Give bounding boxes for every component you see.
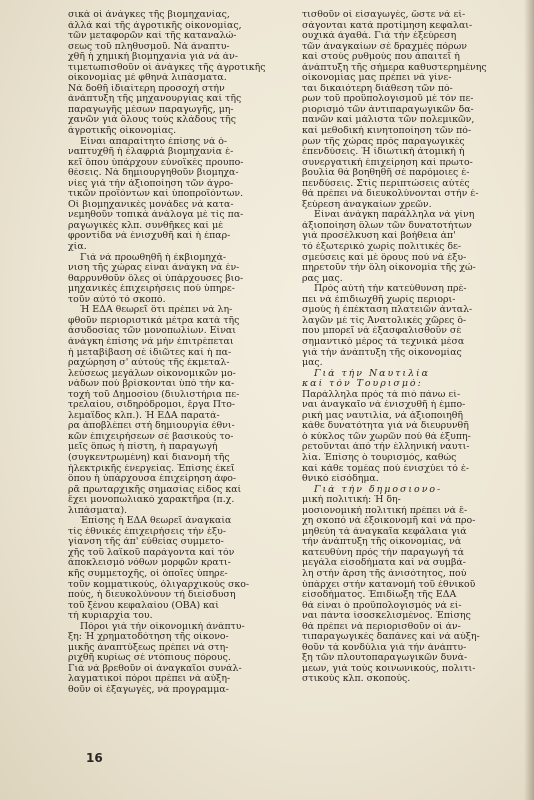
text-line: συνεργατική ἐπιχείρηση καί πρωτο- <box>302 157 473 168</box>
text-line: κεῖ ὅπου ὑπάρχουν εὐνοϊκές προυπο- <box>68 157 244 168</box>
text-line: ἀγροτικῆς οἰκονομίας. <box>68 126 177 137</box>
text-line: ναπτυχθῆ ἡ ἐλαφριά βιομηχανία ἐ- <box>68 147 234 158</box>
text-line: μηχανικές ἐπιχειρήσεις πού ὑπηρε- <box>68 284 235 295</box>
paragraph <box>302 284 534 368</box>
text-line: φθοῦν περιοριστικά μέτρα κατά τῆς <box>68 315 240 326</box>
text-line: ἔχει μονοπωλιακό χαρακτῆρα (π.χ. <box>68 495 235 506</box>
section-heading-fiscal-policy: Γιά τήν δημοσιονο- <box>314 484 443 495</box>
text-line: ρᾶ πρωταρχικῆς σημασίας εἶδος καί <box>68 484 242 495</box>
text-line: οἰκονομίας μας πρέπει νά γίνε- <box>302 73 452 84</box>
text-line: μοσιονομική πολιτική πρέπει νά ἔ- <box>302 505 468 516</box>
text-line: ρα ἀποβλέπει στή δημιουργία ἐθνι- <box>68 421 235 432</box>
text-line: Πόροι γιά τήν οἰκονομική ἀνάπτυ- <box>80 621 245 632</box>
text-line: τίς ἐθνικές ἐπιχειρήσεις τήν ἐξυ- <box>68 526 227 537</box>
left-text-column <box>68 10 300 696</box>
text-line: τοῦν κομματικούς, ὀλιγαρχικούς σκο- <box>68 579 250 590</box>
text-line: κάθε δυνατότητα γιά νά διευρυνθῆ <box>302 421 469 432</box>
text-line: ρων τῆς χώρας πρός παραγωγικές <box>302 136 465 147</box>
text-line: παραγωγῆς μέσων παραγωγῆς, μη- <box>68 104 234 115</box>
text-line: βουλία θά βοηθηθῆ σέ παρόμοιες ἐ- <box>302 168 470 179</box>
text-line: μικῆς ἀναπτύξεως πρέπει νά στη- <box>68 642 229 653</box>
text-line: ρας μας. <box>302 273 343 284</box>
text-line: Οἱ βιομηχανικές μονάδες νά κατα- <box>68 199 234 210</box>
text-line: καί μεθοδική κινητοποίηση τῶν πό- <box>302 126 472 137</box>
text-line: φροντίδα νά ἐνισχυθῆ καί ἡ ἐπαρ- <box>68 231 231 242</box>
text-line: κατευθύνη πρός τήν παραγωγή τά <box>302 547 464 558</box>
paragraph <box>302 10 534 210</box>
text-line: λη στήν ἄρση τῆς ἀνισότητος, πού <box>302 568 467 579</box>
text-line: μεγάλα εἰσοδήματα καί νά συμβά- <box>302 558 466 569</box>
text-line: τικῶν προϊόντων καί ὑποπροϊόντων. <box>68 189 244 200</box>
text-line: θοῦν τά κονδύλια γιά τήν ἀνάπτυ- <box>302 642 467 653</box>
text-line: πει νά ἐπιδιωχθῆ χωρίς περιορι- <box>302 294 456 305</box>
text-line: σημαντικό μέρος τά τεχνικά μέσα <box>302 336 465 347</box>
text-line: ρική μας ναυτιλία, νά ἀξιοποιηθῆ <box>302 410 463 421</box>
text-line: νάδων πού βρίσκονται ὑπό τήν κα- <box>68 379 235 390</box>
text-line: μηθεύη τά ἀναγκαῖα κεφάλαια γιά <box>302 526 467 537</box>
text-line: ραγωγικές κλπ. συνθῆκες καί μέ <box>68 220 224 231</box>
text-line: Νά δοθῆ ἰδιαίτερη προσοχή στήν <box>68 83 225 94</box>
text-line: πανῶν καί μάλιστα τῶν πολεμικῶν, <box>302 115 475 126</box>
text-line: καί κάθε τομέας πού ἐνισχύει τό ἐ- <box>302 463 470 474</box>
text-line: (συγκεντρωμένη) καί διανομή τῆς <box>68 452 230 463</box>
text-line: νεμηθοῦν τοπικά ἀνάλογα μέ τίς πα- <box>68 210 244 221</box>
paragraph <box>302 485 534 685</box>
text-line: ραχώρηση σ' αὐτούς τῆς ἐκμεταλ- <box>68 358 230 369</box>
right-text-column <box>302 10 534 685</box>
text-line: νίες γιά τήν ἀξιοποίηση τῶν ἀγρο- <box>68 178 234 189</box>
text-line: μεων, γιά τούς κοινωνικούς, πολιτι- <box>302 663 476 674</box>
text-line: τοχή τοῦ Δημοσίου (διυλιστήρια πε- <box>68 389 240 400</box>
text-line: ουχικά ἀγαθά. Γιά τήν ἐξεύρεση <box>302 31 457 42</box>
paragraph <box>68 10 300 137</box>
paragraph <box>68 622 300 696</box>
text-line: τῶν μεταφορῶν καί τῆς καταναλώ- <box>68 31 237 42</box>
text-line: θαρρυνθοῦν ὅλες οἱ ὑπάρχουσες βιο- <box>68 273 244 284</box>
text-line: ται δικαιότερη διάθεση τῶν πό- <box>302 83 453 94</box>
text-line: ρετοῦνται ἀπό τήν ἑλληνική ναυτι- <box>302 442 470 453</box>
text-line: ὁ κύκλος τῶν χωρῶν πού θά ἐξυπη- <box>302 431 471 442</box>
text-line: κῆς συμμετοχῆς, οἱ ὁποῖες ὑπηρε- <box>68 568 228 579</box>
text-line: τοῦ ξένου κεφαλαίου (ΟΒΑ) καί <box>68 600 219 611</box>
text-line: θά πρέπει νά περιορισθοῦν οἱ ἀν- <box>302 621 461 632</box>
text-line: νιση τῆς χώρας εἶναι ἀνάγκη νά ἐν- <box>68 263 240 274</box>
text-line: τή κυριαρχία του. <box>68 611 153 622</box>
paragraph <box>302 210 534 284</box>
text-line: Ἡ ΕΔΑ θεωρεῖ ὅτι πρέπει νά λη- <box>80 305 233 316</box>
text-line: λαγῶν μέ τίς Ἀνατολικές χῶρες ὅ- <box>302 315 467 326</box>
text-line: ἡ μεταβίβαση σέ ἰδιῶτες καί ἡ πα- <box>68 347 232 358</box>
text-line: σμεύσεις καί μέ ὅρους πού νά ἐξυ- <box>302 252 467 263</box>
text-line: Γιά νά προωθηθῆ ἡ ἐκβιομηχά- <box>80 252 227 263</box>
text-line: ρων τοῦ προϋπολογισμοῦ μέ τόν πε- <box>302 94 474 105</box>
page-number: 16 <box>86 751 103 765</box>
text-line: λεύσεως μεγάλων οἰκονομικῶν μο- <box>68 368 236 379</box>
text-line: χῆς τοῦ λαϊκοῦ παράγοντα καί τόν <box>68 547 235 558</box>
text-line: ναι ἀναγκαῖο νά ἐνισχυθῆ ἡ ἐμπο- <box>302 400 466 411</box>
text-line: θοῦν οἱ ἐξαγωγές, νά προγραμμα- <box>68 685 229 695</box>
text-line: οἰκονομίας μέ φθηνά λιπάσματα. <box>68 73 227 84</box>
text-line: ὑπάρχει στήν κατανομή τοῦ ἐθνικοῦ <box>302 579 476 590</box>
text-line: τήν ἀνάπτυξη τῆς οἰκονομίας, νά <box>302 537 462 548</box>
text-line: θνικό εἰσόδημα. <box>302 474 379 485</box>
text-line: ριορισμό τῶν ἀντιπαραγωγικῶν δα- <box>302 104 474 115</box>
text-line: καί στούς ρυθμούς που ἀπαιτεῖ ἡ <box>302 52 460 63</box>
text-line: ἀποκλεισμό νόθων μορφῶν κρατι- <box>68 558 231 569</box>
text-line: ἀνάπτυξη τῆς μηχανουργίας καί τῆς <box>68 94 242 105</box>
section-heading-shipping: Γιά τήν Ναυτιλία <box>314 368 431 379</box>
text-line: πούς, ἡ διευκολύνουν τή διείσδυση <box>68 590 236 601</box>
paragraph <box>302 369 534 485</box>
text-line: γίανση τῆς ἀπ' εὐθείας συμμετο- <box>68 537 224 548</box>
paragraph <box>68 137 300 253</box>
text-line: μική πολιτική: Ἡ δη- <box>302 495 401 506</box>
text-line: ξη: Ἡ χρηματοδότηση τῆς οἰκονο- <box>68 632 229 643</box>
text-line: Εἶναι απαραίτητο ἐπίσης νά ὁ- <box>80 136 228 147</box>
text-line: τιπαραγωγικές δαπάνες καί νά αὐξη- <box>302 632 480 643</box>
text-line: μας. <box>302 358 323 369</box>
text-line: ναι πάντα ἰσοσκελισμένος. Ἐπίσης <box>302 611 471 622</box>
text-line: τῶν ἀναγκαίων σέ δραχμές πόρων <box>302 41 467 52</box>
text-line: μεῖς ὅπως ἡ πίστη, ἡ παραγωγή <box>68 442 218 453</box>
text-line: ἠλεκτρικῆς ἐνεργείας. Ἐπίσης ἐκεῖ <box>68 463 235 474</box>
text-line: Γιά νά βρεθοῦν οἱ ἀναγκαῖοι συνάλ- <box>68 663 242 674</box>
page-edge-shadow <box>524 0 534 800</box>
text-line: που μπορεῖ νά ἐξασφαλισθοῦν σέ <box>302 326 462 337</box>
text-line: γιά τήν ἀνάπτυξη τῆς οἰκονομίας <box>302 347 462 358</box>
text-line: χία. <box>68 242 87 253</box>
text-line: ἀνάπτυξη τῆς σήμερα καθυστερημένης <box>302 62 487 73</box>
text-line: ριχθῆ κυρίως σέ ντόπιους πόρους. <box>68 653 231 664</box>
text-line: σάγονται κατά προτίμηση κεφαλαι- <box>302 20 473 31</box>
text-line: ὅπου ἡ ὑπάρχουσα ἐπιχείρηση ἀφο- <box>68 474 237 485</box>
text-line: ἀλλά καί τῆς ἀγροτικῆς οἰκονομίας, <box>68 20 242 31</box>
text-line: χη σκοπό νά ἐξοικονομῆ καί νά προ- <box>302 516 476 527</box>
text-line: ἐπενδύσεις. Ἡ ἰδιωτική ἀτομική ἡ <box>302 147 465 158</box>
text-line: λεμαΐδος κλπ.). Ἡ ΕΔΑ παρατά- <box>68 410 220 421</box>
text-line: Ἐπίσης ἡ ΕΔΑ θεωρεῖ ἀναγκαία <box>80 516 232 527</box>
text-line: τιμετωπισθοῦν οἱ ἀνάγκες τῆς ἀγροτικῆς <box>68 62 266 73</box>
text-line: τρελαίου, σιδηρόδρομοι, ἔργα Πτο- <box>68 400 236 411</box>
text-line: στικούς κλπ. σκοπούς. <box>302 674 411 685</box>
text-line: τό ἐξωτερικό χωρίς πολιτικές δε- <box>302 242 462 253</box>
text-line: σμούς ἡ ἐπέκταση πλατειῶν ἀνταλ- <box>302 305 473 316</box>
text-line: Εἶναι ἀνάγκη παράλληλα νά γίνη <box>314 210 475 221</box>
text-line: ἀξιοποίηση ὅλων τῶν δυνατοτήτων <box>302 220 472 231</box>
paragraph <box>68 253 300 306</box>
paragraph <box>68 305 300 516</box>
text-line: τισθοῦν οἱ εἰσαγωγές, ὥστε νά εἰ- <box>302 10 466 20</box>
text-line: πηρετοῦν τήν ὅλη οἰκονομία τῆς χώ- <box>302 263 476 274</box>
text-line: πενδύσεις. Στίς περιπτώσεις αὐτές <box>302 178 470 189</box>
text-line: Παράλληλα πρός τά πιό πάνω εἶ- <box>302 389 461 400</box>
text-line: θά πρέπει νά διευκολύνονται στήν ἐ- <box>302 189 479 200</box>
text-line: λαγματικοί πόροι πρέπει νά αὐξη- <box>68 674 231 685</box>
paragraph <box>68 516 300 621</box>
text-line: γιά προσέλκυση καί βοήθεια ἀπ' <box>302 231 456 242</box>
text-line: λία. Ἐπίσης ὁ τουρισμός, καθώς <box>302 452 457 463</box>
text-line: σικά οἱ ἀνάγκες τῆς βιομηχανίας, <box>68 10 230 20</box>
section-heading-tourism: καί τόν Τουρισμό: <box>302 379 423 390</box>
text-line: χθῆ ἡ χημική βιομηχανία γιά νά ἀν- <box>68 52 238 63</box>
text-line: θά εἶναι ὁ προϋπολογισμός νά εἶ- <box>302 600 462 611</box>
text-line: θέσεις. Νά δημιουργηθοῦν βιομηχα- <box>68 168 239 179</box>
text-line: λιπάσματα). <box>68 505 128 516</box>
text-line: τοῦν αὐτό τό σκοπό. <box>68 294 166 305</box>
text-line: ξη τῶν πλουτοπαραγωγικῶν δυνά- <box>302 653 468 664</box>
text-line: ἀσυδοσίας τῶν μονοπωλίων. Εἶναι <box>68 326 236 337</box>
text-line: κῶν ἐπιχειρήσεων σέ βασικούς το- <box>68 431 234 442</box>
text-line: εἰσοδήματος. Ἐπιδίωξη τῆς ΕΔΑ <box>302 590 457 601</box>
text-line: σεως τοῦ πληθυσμοῦ. Νά ἀναπτυ- <box>68 41 230 52</box>
text-line: ἀνάγκη ἐπίσης νά μήν ἐπιτρέπεται <box>68 336 234 347</box>
text-line: ξεύρεση ἀναγκαίων χρεῶν. <box>302 199 432 210</box>
text-line: Πρός αὐτή τήν κατεύθυνση πρέ- <box>314 284 467 295</box>
text-line: χανῶν γιά ὅλους τούς κλάδους τῆς <box>68 115 236 126</box>
